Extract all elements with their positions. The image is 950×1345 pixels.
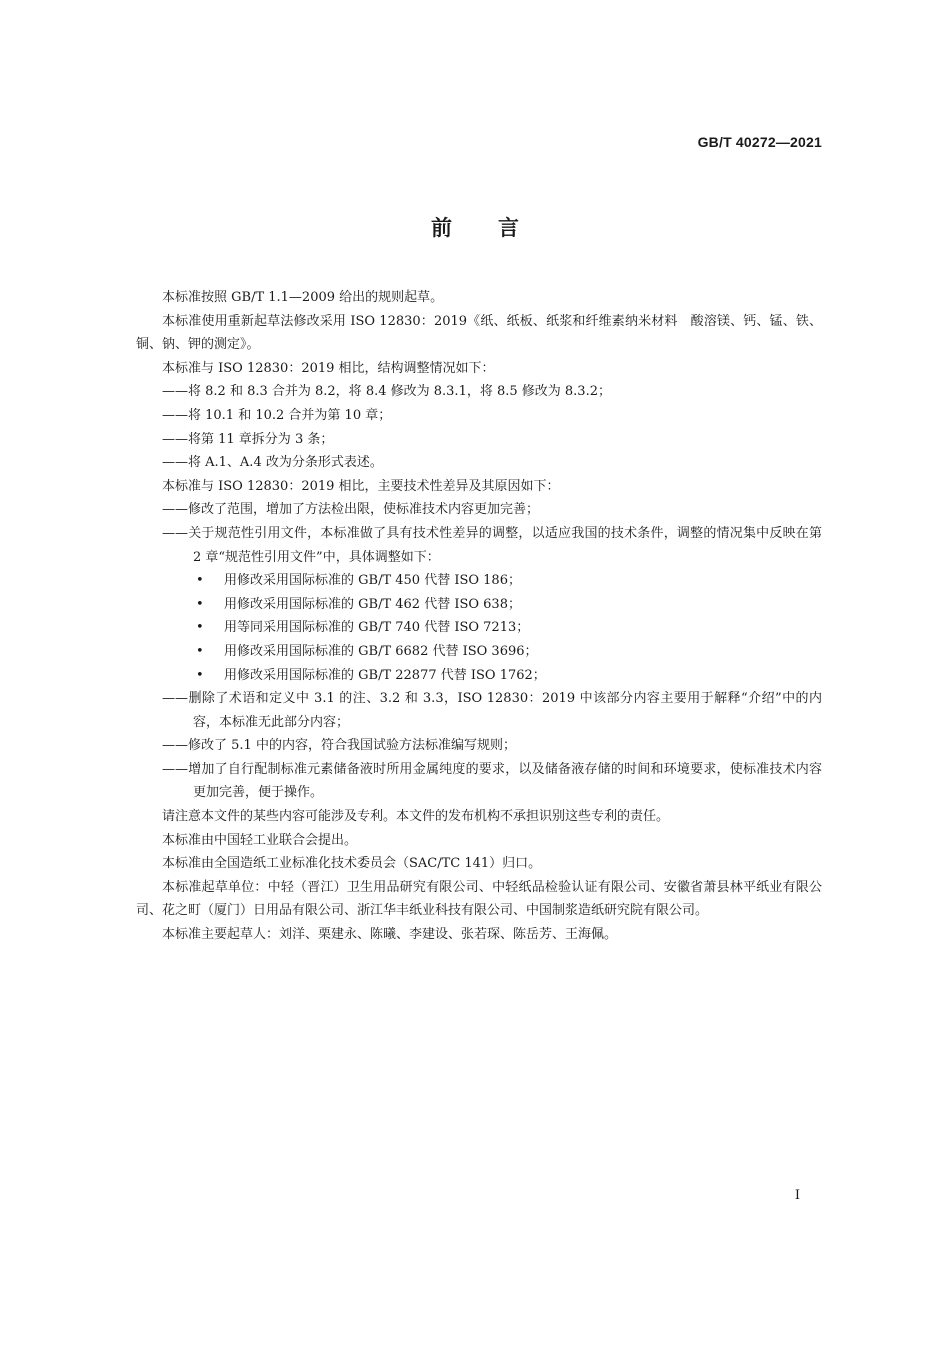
paragraph-drafters: 本标准主要起草人：刘洋、栗建永、陈曦、李建设、张若琛、陈岳芳、王海佩。 (162, 927, 618, 943)
bullet-dot: • (196, 667, 204, 683)
paragraph-committee: 本标准由全国造纸工业标准化技术委员会（SAC/TC 141）归口。 (162, 856, 542, 872)
bullet-text: 用修改采用国际标准的 GB/T 462 代替 ISO 638； (224, 596, 521, 612)
difference-item: ——删除了术语和定义中 3.1 的注、3.2 和 3.3，ISO 12830：2019 中该部分内容主要用于解释“介绍”中的内容，本标准无此部分内容； (162, 691, 822, 730)
bullet-item (136, 640, 822, 664)
paragraph-proposer: 本标准由中国轻工业联合会提出。 (162, 832, 358, 848)
paragraph-structure-intro: 本标准与 ISO 12830：2019 相比，结构调整情况如下： (162, 360, 495, 376)
structure-change-item: ——将 A.1、A.4 改为分条形式表述。 (162, 455, 383, 471)
bullet-item (136, 593, 822, 617)
standard-number: GB/T 40272—2021 (697, 134, 822, 150)
difference-item: ——修改了 5.1 中的内容，符合我国试验方法标准编写规则； (162, 738, 516, 754)
bullet-dot: • (196, 643, 204, 659)
bullet-item (136, 616, 822, 640)
bullet-item (136, 664, 822, 688)
difference-item: ——增加了自行配制标准元素储备液时所用金属纯度的要求，以及储备液存储的时间和环境要求，使标准技术内容更加完善，便于操作。 (162, 761, 822, 801)
structure-change-item: ——将 8.2 和 8.3 合并为 8.2，将 8.4 修改为 8.3.1，将 8.5 修改为 8.3.2； (162, 384, 611, 400)
bullet-dot: • (196, 573, 204, 589)
paragraph-adoption: 本标准使用重新起草法修改采用 ISO 12830：2019《纸、纸板、纸浆和纤维素纳米材料 酸溶镁、钙、锰、铁、铜、钠、钾的测定》。 (136, 313, 822, 353)
bullet-item (136, 569, 822, 593)
bullet-text: 用修改采用国际标准的 GB/T 22877 代替 ISO 1762； (224, 667, 546, 683)
structure-change-item: ——将第 11 章拆分为 3 条； (162, 431, 334, 447)
page-number: I (794, 1188, 800, 1203)
difference-item: ——关于规范性引用文件，本标准做了具有技术性差异的调整，以适应我国的技术条件，调整的情况集中反映在第 2 章“规范性引用文件”中，具体调整如下： (162, 525, 822, 565)
paragraph-drafting-units: 本标准起草单位：中轻（晋江）卫生用品研究有限公司、中轻纸品检验认证有限公司、安徽省萧县林平纸业有限公司、花之町（厦门）日用品有限公司、浙江华丰纸业科技有限公司、中国制浆造纸研究院有限公司。 (136, 879, 822, 919)
bullet-text: 用修改采用国际标准的 GB/T 6682 代替 ISO 3696； (224, 643, 538, 659)
bullet-dot: • (196, 620, 204, 636)
paragraph-patent-notice: 请注意本文件的某些内容可能涉及专利。本文件的发布机构不承担识别这些专利的责任。 (162, 809, 670, 825)
bullet-text: 用等同采用国际标准的 GB/T 740 代替 ISO 7213； (224, 620, 530, 636)
bullet-dot: • (196, 596, 204, 612)
structure-change-item: ——将 10.1 和 10.2 合并为第 10 章； (162, 407, 392, 423)
bullet-text: 用修改采用国际标准的 GB/T 450 代替 ISO 186； (224, 573, 521, 589)
difference-item: ——修改了范围，增加了方法检出限，使标准技术内容更加完善； (162, 502, 540, 518)
document-body (136, 286, 822, 947)
page-title: 前言 (431, 216, 565, 240)
paragraph-drafting-rules: 本标准按照 GB/T 1.1—2009 给出的规则起草。 (162, 290, 444, 305)
paragraph-differences-intro: 本标准与 ISO 12830：2019 相比，主要技术性差异及其原因如下： (162, 478, 560, 494)
